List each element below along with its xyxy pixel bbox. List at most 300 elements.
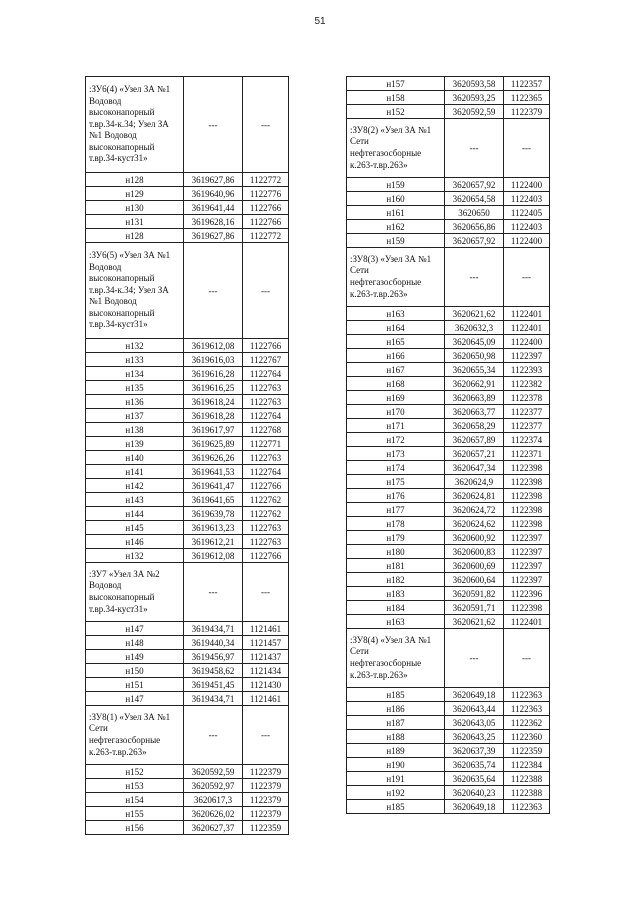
x-coordinate: 3620600,64 [445,573,504,587]
point-name: н138 [86,423,184,437]
table-row [347,77,550,91]
y-coordinate: 1122764 [243,367,289,381]
table-row [347,192,550,206]
y-coordinate: 1122397 [504,559,550,573]
table-row [86,821,289,835]
y-coordinate: 1122768 [243,423,289,437]
parcel-title: :ЗУ8(1) «Узел ЗА №1 Сети нефтегазосборные к.263-т.вр.263» [86,706,184,765]
y-coordinate: 1122766 [243,479,289,493]
point-name: н132 [86,549,184,563]
y-coordinate: 1122401 [504,615,550,629]
y-coordinate: 1122766 [243,339,289,353]
y-coordinate: 1122401 [504,321,550,335]
y-coordinate: 1122763 [243,535,289,549]
table-row [86,465,289,479]
point-name: н173 [347,447,445,461]
y-coordinate: 1122763 [243,395,289,409]
point-name: н171 [347,419,445,433]
x-coordinate: 3619434,71 [184,622,243,636]
x-coordinate: 3620640,23 [445,786,504,800]
x-coordinate: 3620624,81 [445,489,504,503]
x-coordinate: 3620650 [445,206,504,220]
table-row [347,91,550,105]
x-coordinate: 3620663,89 [445,391,504,405]
x-coordinate: 3620657,92 [445,234,504,248]
table-row [347,419,550,433]
parcel-x-placeholder: --- [184,706,243,765]
x-coordinate: 3620592,59 [445,105,504,119]
parcel-title: :ЗУ8(4) «Узел ЗА №1 Сети нефтегазосборные к.263-т.вр.263» [347,629,445,688]
x-coordinate: 3620600,83 [445,545,504,559]
table-row [86,765,289,779]
table-row [86,381,289,395]
point-name: н157 [347,77,445,91]
y-coordinate: 1122379 [243,779,289,793]
y-coordinate: 1122378 [504,391,550,405]
x-coordinate: 3620649,18 [445,800,504,814]
table-row [86,493,289,507]
point-name: н183 [347,587,445,601]
point-name: н139 [86,437,184,451]
x-coordinate: 3620624,9 [445,475,504,489]
x-coordinate: 3619639,78 [184,507,243,521]
point-name: н159 [347,178,445,192]
point-name: н142 [86,479,184,493]
point-name: н141 [86,465,184,479]
table-row [347,545,550,559]
y-coordinate: 1122384 [504,758,550,772]
y-coordinate: 1122398 [504,475,550,489]
y-coordinate: 1122397 [504,531,550,545]
table-row [347,531,550,545]
y-coordinate: 1122363 [504,688,550,702]
y-coordinate: 1122374 [504,433,550,447]
y-coordinate: 1122767 [243,353,289,367]
x-coordinate: 3619612,08 [184,549,243,563]
point-name: н187 [347,716,445,730]
point-name: н149 [86,650,184,664]
table-row [86,339,289,353]
table-row [86,807,289,821]
point-name: н166 [347,349,445,363]
parcel-title: :ЗУ7 «Узел ЗА №2 Водовод высоконапорный т.вр.34-куст31» [86,563,184,622]
point-name: н143 [86,493,184,507]
y-coordinate: 1122397 [504,349,550,363]
y-coordinate: 1122379 [243,807,289,821]
point-name: н161 [347,206,445,220]
parcel-x-placeholder: --- [184,243,243,339]
y-coordinate: 1122398 [504,517,550,531]
y-coordinate: 1122766 [243,549,289,563]
x-coordinate: 3620591,82 [445,587,504,601]
point-name: н147 [86,622,184,636]
point-name: н174 [347,461,445,475]
point-name: н132 [86,339,184,353]
y-coordinate: 1121434 [243,664,289,678]
point-name: н153 [86,779,184,793]
x-coordinate: 3620649,18 [445,688,504,702]
y-coordinate: 1122382 [504,377,550,391]
table-row [86,437,289,451]
parcel-x-placeholder: --- [184,563,243,622]
x-coordinate: 3620656,86 [445,220,504,234]
x-coordinate: 3620647,34 [445,461,504,475]
y-coordinate: 1121461 [243,692,289,706]
point-name: н175 [347,475,445,489]
y-coordinate: 1122400 [504,335,550,349]
point-name: н130 [86,201,184,215]
x-coordinate: 3620592,59 [184,765,243,779]
x-coordinate: 3620624,72 [445,503,504,517]
point-name: н137 [86,409,184,423]
page-number: 51 [314,16,326,27]
y-coordinate: 1122762 [243,507,289,521]
table-row [86,201,289,215]
point-name: н181 [347,559,445,573]
parcel-y-placeholder: --- [243,243,289,339]
x-coordinate: 3619626,26 [184,451,243,465]
y-coordinate: 1122398 [504,601,550,615]
y-coordinate: 1122393 [504,363,550,377]
y-coordinate: 1122379 [243,765,289,779]
x-coordinate: 3620657,92 [445,178,504,192]
y-coordinate: 1122763 [243,521,289,535]
y-coordinate: 1122397 [504,573,550,587]
table-row [86,187,289,201]
table-row [347,702,550,716]
x-coordinate: 3620658,29 [445,419,504,433]
point-name: н129 [86,187,184,201]
point-name: н170 [347,405,445,419]
table-row [347,363,550,377]
table-row [86,664,289,678]
y-coordinate: 1122362 [504,716,550,730]
parcel-y-placeholder: --- [504,119,550,178]
table-row [347,772,550,786]
point-name: н156 [86,821,184,835]
table-row [347,559,550,573]
table-row [347,730,550,744]
y-coordinate: 1122771 [243,437,289,451]
table-row [86,521,289,535]
x-coordinate: 3620643,05 [445,716,504,730]
x-coordinate: 3619618,28 [184,409,243,423]
point-name: н167 [347,363,445,377]
table-row [86,549,289,563]
x-coordinate: 3619617,97 [184,423,243,437]
y-coordinate: 1122363 [504,800,550,814]
table-row [347,615,550,629]
parcel-y-placeholder: --- [243,77,289,173]
point-name: н172 [347,433,445,447]
coordinates-table-left [85,76,289,835]
x-coordinate: 3620650,98 [445,349,504,363]
parcel-header-row [86,77,289,173]
parcel-header-row [347,119,550,178]
x-coordinate: 3620645,09 [445,335,504,349]
point-name: н191 [347,772,445,786]
table-row [86,409,289,423]
table-row [86,215,289,229]
y-coordinate: 1122772 [243,229,289,243]
table-row [347,391,550,405]
y-coordinate: 1122766 [243,215,289,229]
y-coordinate: 1121461 [243,622,289,636]
point-name: н128 [86,229,184,243]
table-row [347,178,550,192]
parcel-x-placeholder: --- [184,77,243,173]
table-row [347,503,550,517]
point-name: н189 [347,744,445,758]
y-coordinate: 1122400 [504,178,550,192]
parcel-title: :ЗУ6(4) «Узел ЗА №1 Водовод высоконапорный т.вр.34-к.34; Узел ЗА №1 Водовод высоконапорный т.вр.34-куст31» [86,77,184,173]
parcel-y-placeholder: --- [243,706,289,765]
table-row [86,636,289,650]
x-coordinate: 3620592,97 [184,779,243,793]
x-coordinate: 3620655,34 [445,363,504,377]
x-coordinate: 3620643,44 [445,702,504,716]
y-coordinate: 1122398 [504,461,550,475]
point-name: н168 [347,377,445,391]
y-coordinate: 1122359 [243,821,289,835]
y-coordinate: 1122764 [243,465,289,479]
point-name: н179 [347,531,445,545]
point-name: н162 [347,220,445,234]
point-name: н144 [86,507,184,521]
x-coordinate: 3619641,65 [184,493,243,507]
y-coordinate: 1122403 [504,192,550,206]
y-coordinate: 1122772 [243,173,289,187]
parcel-x-placeholder: --- [445,248,504,307]
table-row [86,692,289,706]
table-row [347,688,550,702]
parcel-x-placeholder: --- [445,629,504,688]
point-name: н165 [347,335,445,349]
x-coordinate: 3620593,58 [445,77,504,91]
x-coordinate: 3619641,47 [184,479,243,493]
table-row [86,423,289,437]
point-name: н177 [347,503,445,517]
table-row [86,507,289,521]
x-coordinate: 3619616,28 [184,367,243,381]
point-name: н133 [86,353,184,367]
point-name: н169 [347,391,445,405]
x-coordinate: 3619641,44 [184,201,243,215]
point-name: н185 [347,688,445,702]
parcel-header-row [347,248,550,307]
x-coordinate: 3619640,96 [184,187,243,201]
table-row [347,349,550,363]
parcel-y-placeholder: --- [504,629,550,688]
table-row [86,793,289,807]
x-coordinate: 3619627,86 [184,229,243,243]
x-coordinate: 3619616,03 [184,353,243,367]
table-row [86,229,289,243]
y-coordinate: 1122766 [243,201,289,215]
y-coordinate: 1122365 [504,91,550,105]
table-row [86,650,289,664]
table-row [347,447,550,461]
y-coordinate: 1122398 [504,489,550,503]
table-row [86,173,289,187]
table-row [347,234,550,248]
point-name: н135 [86,381,184,395]
point-name: н184 [347,601,445,615]
y-coordinate: 1122405 [504,206,550,220]
parcel-header-row [86,706,289,765]
point-name: н163 [347,307,445,321]
y-coordinate: 1122776 [243,187,289,201]
x-coordinate: 3620657,89 [445,433,504,447]
y-coordinate: 1122360 [504,730,550,744]
y-coordinate: 1122403 [504,220,550,234]
parcel-header-row [347,629,550,688]
x-coordinate: 3620663,77 [445,405,504,419]
y-coordinate: 1122398 [504,503,550,517]
point-name: н145 [86,521,184,535]
point-name: н154 [86,793,184,807]
x-coordinate: 3620662,91 [445,377,504,391]
y-coordinate: 1122388 [504,786,550,800]
parcel-title: :ЗУ8(2) «Узел ЗА №1 Сети нефтегазосборные к.263-т.вр.263» [347,119,445,178]
table-row [347,758,550,772]
table-row [347,489,550,503]
x-coordinate: 3620600,92 [445,531,504,545]
table-row [347,587,550,601]
y-coordinate: 1122377 [504,419,550,433]
parcel-title: :ЗУ8(3) «Узел ЗА №1 Сети нефтегазосборные к.263-т.вр.263» [347,248,445,307]
y-coordinate: 1122379 [243,793,289,807]
table-row [347,321,550,335]
y-coordinate: 1122377 [504,405,550,419]
x-coordinate: 3620593,25 [445,91,504,105]
point-name: н146 [86,535,184,549]
y-coordinate: 1122764 [243,409,289,423]
table-row [86,395,289,409]
point-name: н134 [86,367,184,381]
x-coordinate: 3620654,58 [445,192,504,206]
table-row [86,353,289,367]
x-coordinate: 3620624,62 [445,517,504,531]
x-coordinate: 3620632,3 [445,321,504,335]
y-coordinate: 1122357 [504,77,550,91]
y-coordinate: 1122762 [243,493,289,507]
x-coordinate: 3619440,34 [184,636,243,650]
y-coordinate: 1121430 [243,678,289,692]
point-name: н190 [347,758,445,772]
x-coordinate: 3620657,21 [445,447,504,461]
point-name: н160 [347,192,445,206]
parcel-header-row [86,243,289,339]
x-coordinate: 3620621,62 [445,307,504,321]
y-coordinate: 1122763 [243,451,289,465]
x-coordinate: 3619451,45 [184,678,243,692]
y-coordinate: 1121457 [243,636,289,650]
point-name: н163 [347,615,445,629]
point-name: н182 [347,573,445,587]
x-coordinate: 3619613,23 [184,521,243,535]
x-coordinate: 3620626,02 [184,807,243,821]
y-coordinate: 1122396 [504,587,550,601]
point-name: н188 [347,730,445,744]
table-row [347,601,550,615]
point-name: н176 [347,489,445,503]
y-coordinate: 1122397 [504,545,550,559]
point-name: н128 [86,173,184,187]
y-coordinate: 1122371 [504,447,550,461]
point-name: н151 [86,678,184,692]
point-name: н192 [347,786,445,800]
table-row [86,479,289,493]
table-row [347,573,550,587]
table-row [347,744,550,758]
coordinates-table-right [346,76,550,814]
y-coordinate: 1122401 [504,307,550,321]
x-coordinate: 3619616,25 [184,381,243,395]
y-coordinate: 1121437 [243,650,289,664]
table-row [86,678,289,692]
table-row [347,517,550,531]
table-row [347,220,550,234]
x-coordinate: 3620600,69 [445,559,504,573]
x-coordinate: 3619618,24 [184,395,243,409]
parcel-header-row [86,563,289,622]
x-coordinate: 3619612,21 [184,535,243,549]
y-coordinate: 1122388 [504,772,550,786]
parcel-title: :ЗУ6(5) «Узел ЗА №1 Водовод высоконапорный т.вр.34-к.34; Узел ЗА №1 Водовод высоконапорный т.вр.34-куст31» [86,243,184,339]
table-row [86,535,289,549]
y-coordinate: 1122400 [504,234,550,248]
x-coordinate: 3619456,97 [184,650,243,664]
table-row [347,206,550,220]
table-row [347,716,550,730]
point-name: н147 [86,692,184,706]
y-coordinate: 1122379 [504,105,550,119]
point-name: н185 [347,800,445,814]
point-name: н159 [347,234,445,248]
point-name: н140 [86,451,184,465]
x-coordinate: 3620643,25 [445,730,504,744]
table-row [347,800,550,814]
parcel-y-placeholder: --- [243,563,289,622]
table-row [347,433,550,447]
x-coordinate: 3620635,74 [445,758,504,772]
table-row [86,451,289,465]
point-name: н148 [86,636,184,650]
table-row [86,779,289,793]
point-name: н155 [86,807,184,821]
x-coordinate: 3619627,86 [184,173,243,187]
y-coordinate: 1122763 [243,381,289,395]
x-coordinate: 3619458,62 [184,664,243,678]
x-coordinate: 3620591,71 [445,601,504,615]
table-row [347,475,550,489]
table-row [86,367,289,381]
point-name: н131 [86,215,184,229]
point-name: н164 [347,321,445,335]
x-coordinate: 3620627,37 [184,821,243,835]
point-name: н158 [347,91,445,105]
point-name: н152 [86,765,184,779]
x-coordinate: 3620635,64 [445,772,504,786]
x-coordinate: 3619612,08 [184,339,243,353]
parcel-y-placeholder: --- [504,248,550,307]
point-name: н180 [347,545,445,559]
x-coordinate: 3619434,71 [184,692,243,706]
point-name: н152 [347,105,445,119]
table-row [347,377,550,391]
table-row [347,405,550,419]
